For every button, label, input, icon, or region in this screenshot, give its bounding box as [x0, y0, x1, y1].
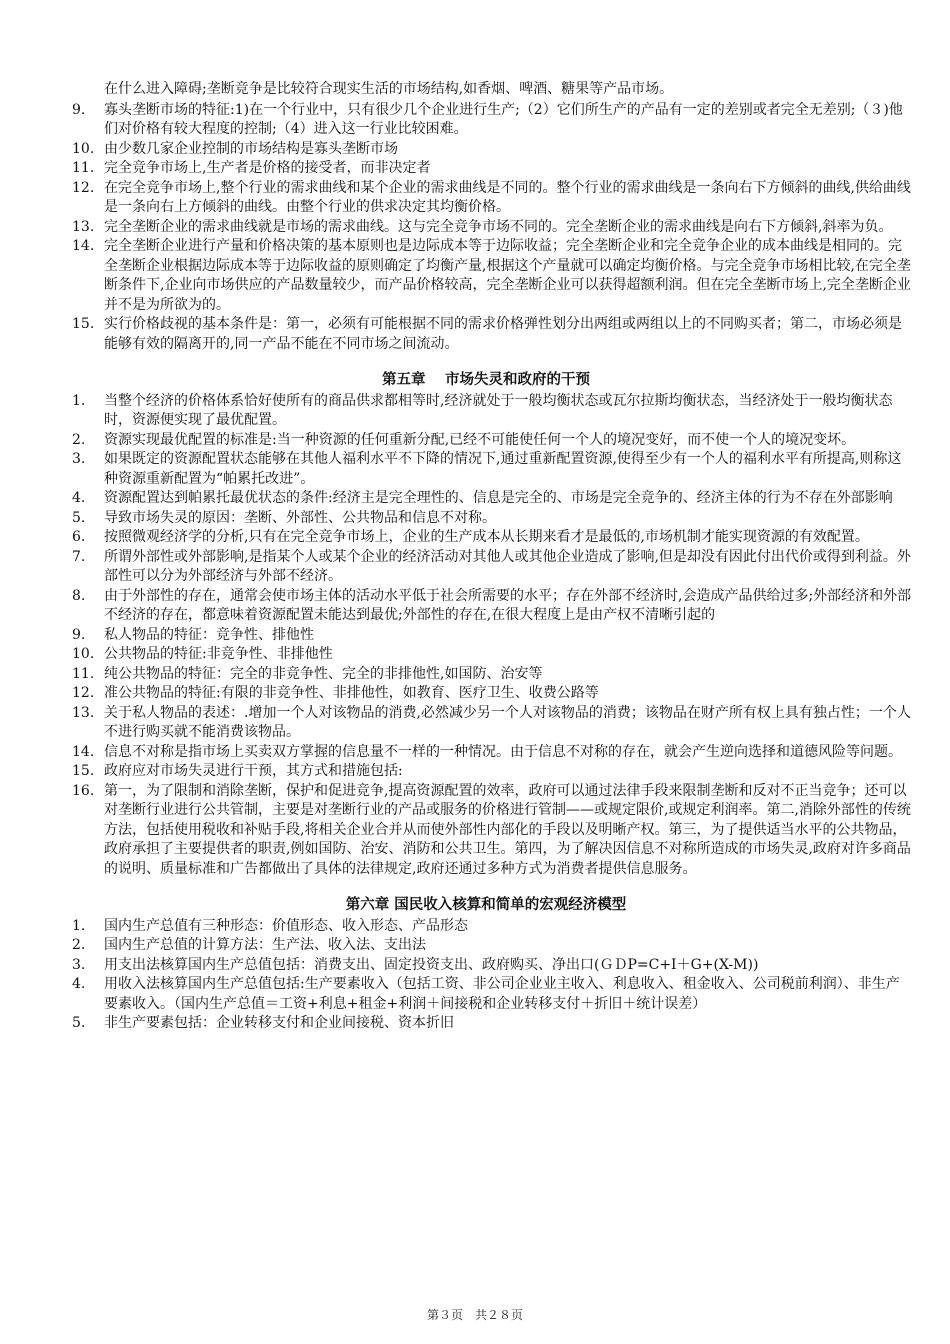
list-item-text: 关于私人物品的表述：.增加一个人对该物品的消费,必然减少另一个人对该物品的消费；该物品在财产所有权上具有独占性；一个人不进行购买就不能消费该物品。: [104, 704, 911, 740]
list-item: [60, 548, 912, 587]
list-item-text: 公共物品的特征:非竞争性、非排他性: [104, 646, 333, 662]
list-item-text: 完全垄断企业的需求曲线就是市场的需求曲线。这与完全竞争市场不同的。完全垄断企业的需求曲线是向右下方倾斜,斜率为负。: [104, 218, 893, 235]
list-item-text: 所谓外部性或外部影响,是指某个人或某个企业的经济活动对其他人或其他企业造成了影响,但是却没有因此付出代价或得到利益。外部性可以分为外部经济与外部不经济。: [104, 548, 911, 584]
list-item-text: 实行价格歧视的基本条件是：第一，必须有可能根据不同的需求价格弹性划分出两组或两组以上的不同购买者；第二，市场必须是能够有效的隔离开的,同一产品不能在不同市场之间流动。: [104, 316, 902, 352]
list-item: [60, 936, 912, 956]
list-item: [60, 237, 912, 315]
list-item: [60, 956, 912, 976]
continuation-line: 在什么进入障碍;垄断竞争是比较符合现实生活的市场结构,如香烟、啤酒、糖果等产品市场。: [104, 81, 674, 97]
list-item-text: 如果既定的资源配置状态能够在其他人福利水平不下降的情况下,通过重新配置资源,使得至少有一个人的福利水平有所提高,则称这种资源重新配置为“帕累托改进”。: [104, 451, 902, 487]
list-item: [60, 917, 912, 937]
list-item: [60, 159, 912, 179]
list-item: [60, 782, 912, 880]
list-item-text: 用支出法核算国内生产总值包括：消费支出、固定投资支出、政府购买、净出口(ＧＤP=C+I＋G+(X-M)): [104, 956, 759, 973]
list-item: [60, 101, 912, 140]
list-item: [60, 587, 912, 626]
chapter-5-title: 第五章 市场失灵和政府的干预: [381, 371, 591, 388]
list-item-text: 资源实现最优配置的标准是:当一种资源的任何重新分配,已经不可能使任何一个人的境况变好，而不使一个人的境况变坏。: [104, 431, 856, 448]
list-item: [60, 1014, 912, 1034]
list-item: [60, 665, 912, 685]
list-item-text: 第一，为了限制和消除垄断，保护和促进竞争,提高资源配置的效率，政府可以通过法律手段来限制垄断和反对不正当竞争；还可以对垄断行业进行公共管制，主要是对垄断行业的产品或服务的价格进行管制——或规定限价,或规定利润率。第二,消除外部性的传统方法，包括使用税收和补贴手段,将相关企业合并从而使外部性内部化的手段以及明晰产权。第三，为了提供适当水平的公共物品，政府承担了主要提供者的职责,例如国防、治安、消防和公共卫生。第四，为了解决因信息不对称所造成的市场失灵,政府对许多商品的说明、质量标准和广告都做出了具体的法律规定,政府还通过多种方式为消费者提供信息服务。: [104, 782, 911, 877]
list-item-text: 纯公共物品的特征：完全的非竞争性、完全的非排他性,如国防、治安等: [104, 665, 543, 682]
list-item-text: 资源配置达到帕累托最优状态的条件:经济主是完全理性的、信息是完全的、市场是完全竞争的、经济主体的行为不存在外部影响: [104, 490, 893, 506]
list-item-text: 按照微观经济学的分析,只有在完全竞争市场上，企业的生产成本从长期来看才是最低的,市场机制才能实现资源的有效配置。: [104, 529, 869, 545]
chapter-5-list: [60, 392, 912, 880]
list-item: [60, 743, 912, 763]
list-item-number: 10.: [72, 646, 95, 662]
market-structure-list: [60, 101, 912, 355]
list-item: [60, 431, 912, 451]
list-item: [60, 315, 912, 354]
list-item-text: 国内生产总值的计算方法：生产法、收入法、支出法: [104, 937, 426, 953]
list-item-number: 8.: [72, 587, 86, 604]
list-item-text: 政府应对市场失灵进行干预，其方式和措施包括:: [104, 763, 403, 779]
list-item: [60, 509, 912, 529]
list-item-number: 4.: [72, 976, 86, 992]
chapter-6-list: [60, 917, 912, 1034]
list-item-text: 完全竞争市场上,生产者是价格的接受者，而非决定者: [104, 160, 431, 176]
list-item-number: 15.: [72, 316, 95, 332]
list-item-text: 国内生产总值有三种形态：价值形态、收入形态、产品形态: [104, 917, 468, 934]
chapter-6-title: 第六章 国民收入核算和简单的宏观经济模型: [345, 896, 627, 913]
list-item-number: 12.: [72, 179, 95, 196]
list-item-text: 完全垄断企业进行产量和价格决策的基本原则也是边际成本等于边际收益；完全垄断企业和完全竞争企业的成本曲线是相同的。完全垄断企业根据边际成本等于边际收益的原则确定了均衡产量,根据这个产量就可以确定均衡价格。与完全竞争市场相比较,在完全垄断条件下,企业向市场供应的产品数量较少，而产品价格较高，完全垄断企业可以获得超额利润。但在完全垄断市场上,完全垄断企业并不是为所欲为的。: [104, 238, 911, 313]
list-item-text: 寡头垄断市场的特征:1)在一个行业中，只有很少几个企业进行生产;（2）它们所生产的产品有一定的差别或者完全无差别;（３)他们对价格有较大程度的控制;（4）进入这一行业比较困难。: [104, 101, 903, 137]
list-item: [60, 528, 912, 548]
list-item-number: 5.: [72, 509, 86, 526]
list-item-number: 13.: [72, 704, 95, 721]
list-item-number: 1.: [72, 392, 86, 409]
list-item-number: 7.: [72, 548, 86, 565]
list-item: [60, 140, 912, 160]
list-item-text: 私人物品的特征：竞争性、排他性: [104, 626, 314, 643]
list-item-text: 在完全竞争市场上,整个行业的需求曲线和某个企业的需求曲线是不同的。整个行业的需求曲线是一条向右下方倾斜的曲线,供给曲线是一条向右上方倾斜的曲线。由整个行业的供求决定其均衡价格。: [104, 179, 911, 215]
list-item-number: 1.: [72, 917, 86, 934]
list-item-text: 当整个经济的价格体系恰好使所有的商品供求都相等时,经济就处于一般均衡状态或瓦尔拉斯均衡状态，当经济处于一般均衡状态时，资源便实现了最优配置。: [104, 392, 893, 428]
page-footer: 第３页 共２８页: [426, 1308, 523, 1322]
list-item: [60, 489, 912, 509]
list-item: [60, 975, 912, 1014]
list-item: [60, 704, 912, 743]
list-item: [60, 645, 912, 665]
list-item-number: 11.: [72, 665, 95, 682]
list-item-text: 非生产要素包括：企业转移支付和企业间接税、资本折旧: [104, 1015, 454, 1031]
list-item: [60, 218, 912, 238]
list-item-number: 14.: [72, 743, 95, 760]
list-item-number: 2.: [72, 937, 86, 953]
list-item-text: 由少数几家企业控制的市场结构是寡头垄断市场: [104, 140, 398, 157]
list-item-text: 用收入法核算国内生产总值包括:生产要素收入（包括工资、非公司企业业主收入、利息收入、租金收入、公司税前利润）、非生产要素收入。（国内生产总值＝工资+利息+租金+利润＋间接税和企业转移支付＋折旧＋统计误差）: [104, 976, 900, 1012]
list-item-number: 2.: [72, 431, 86, 448]
list-item-number: 9.: [72, 626, 86, 643]
list-item: [60, 179, 912, 218]
list-item: [60, 626, 912, 646]
list-item: [60, 450, 912, 489]
list-item-number: 3.: [72, 451, 86, 467]
list-item-number: 13.: [72, 218, 95, 235]
list-item-number: 5.: [72, 1015, 86, 1031]
list-item: [60, 762, 912, 782]
list-item-number: 9.: [72, 101, 86, 118]
list-item-number: 4.: [72, 490, 86, 506]
list-item: [60, 684, 912, 704]
list-item-text: 由于外部性的存在，通常会使市场主体的活动水平低于社会所需要的水平；存在外部不经济时,会造成产品供给过多;外部经济和外部不经济的存在，都意味着资源配置未能达到最优;外部性的存在,在很大程度上是由产权不清晰引起的: [104, 587, 912, 623]
list-item-number: 15.: [72, 763, 95, 779]
list-item-number: 12.: [72, 685, 95, 701]
list-item-number: 3.: [72, 956, 86, 973]
list-item-number: 6.: [72, 529, 86, 545]
list-item-text: 导致市场失灵的原因：垄断、外部性、公共物品和信息不对称。: [104, 509, 496, 526]
list-item: [60, 392, 912, 431]
list-item-number: 14.: [72, 238, 95, 254]
list-item-text: 准公共物品的特征:有限的非竞争性、非排他性，如教育、医疗卫生、收费公路等: [104, 685, 599, 701]
list-item-number: 10.: [72, 140, 95, 157]
list-item-number: 16.: [72, 782, 95, 799]
list-item-text: 信息不对称是指市场上买卖双方掌握的信息量不一样的一种情况。由于信息不对称的存在，就会产生逆向选择和道德风险等问题。: [104, 743, 902, 760]
page-content: [60, 80, 912, 1034]
list-item-number: 11.: [72, 160, 95, 176]
